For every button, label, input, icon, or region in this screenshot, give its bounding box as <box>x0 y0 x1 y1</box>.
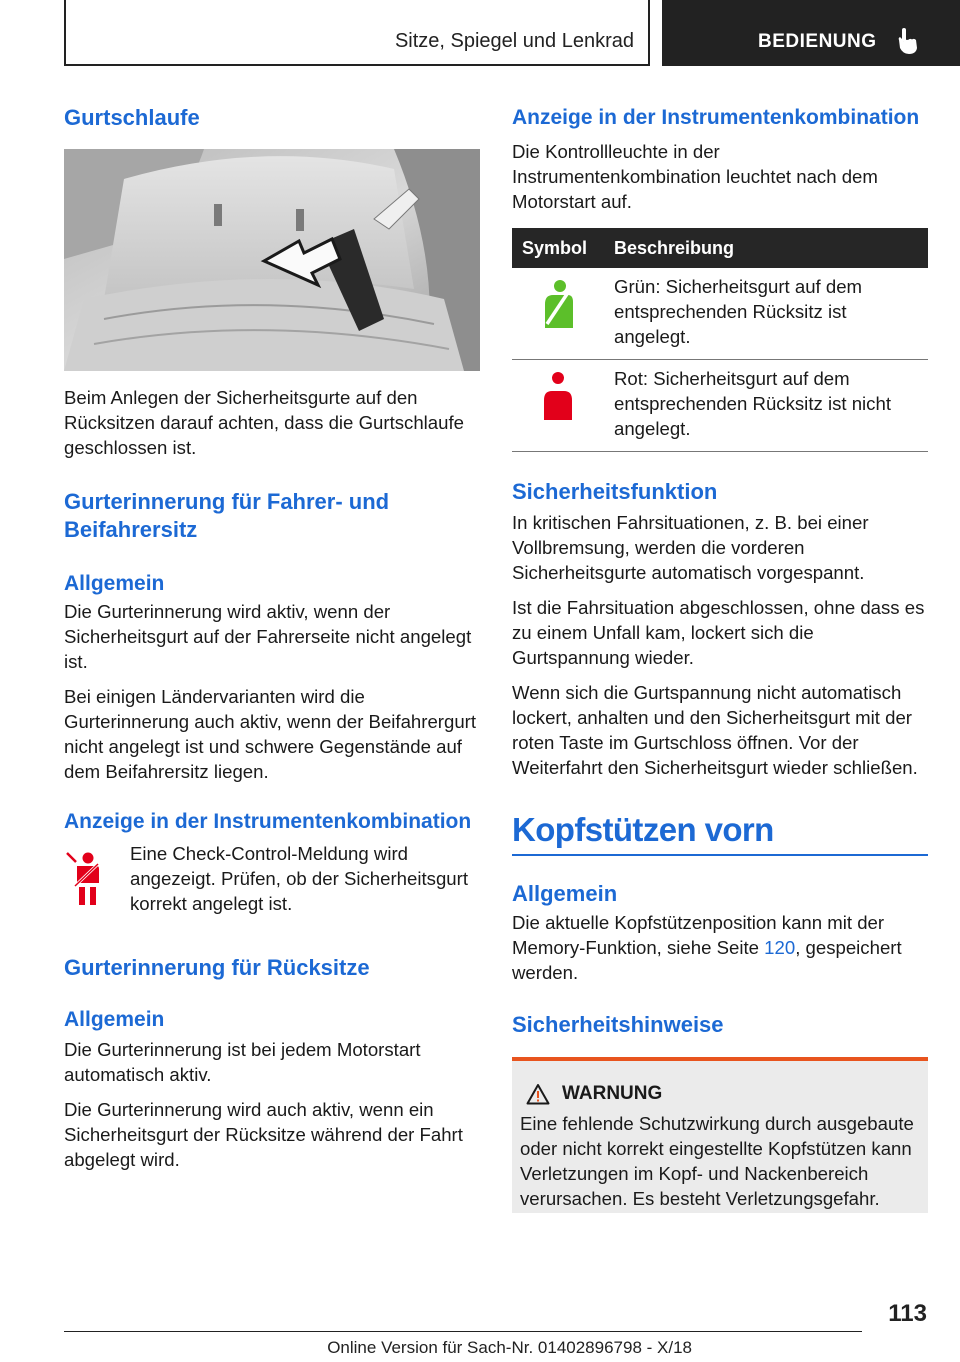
rear-general-p2: Die Gurterinnerung wird auch aktiv, wenn ein Sicherheitsgurt der Rücksitze während der Fahrt abgelegt wird. <box>64 1099 463 1170</box>
front-general-heading: Allgemein <box>64 572 165 595</box>
safety-hints-heading: Sicherheitshinweise <box>512 1012 724 1037</box>
col-description: Beschreibung <box>604 228 928 268</box>
gurtschlaufe-heading: Gurtschlaufe <box>64 105 200 130</box>
warning-box <box>512 1057 928 1213</box>
gurtschlaufe-text: Beim Anlegen der Sicherheitsgurte auf den Rücksitzen darauf achten, dass die Gurtschlaufe geschlossen ist. <box>64 387 464 458</box>
seatbelt-warning-red-icon <box>64 841 130 916</box>
symbol-table <box>512 228 928 452</box>
rear-display-text: Die Kontrollleuchte in der Instrumentenkombination leuchtet nach dem Motorstart auf. <box>512 141 878 212</box>
table-row <box>512 360 928 452</box>
footer-rule <box>64 1331 862 1332</box>
header-section-title: Sitze, Spiegel und Lenkrad <box>394 30 634 52</box>
seat-belt-loop-photo <box>64 149 480 371</box>
seatbelt-unfastened-red-icon <box>512 360 604 452</box>
safety-function-heading: Sicherheitsfunktion <box>512 479 718 504</box>
table-header-row <box>512 228 928 268</box>
seatbelt-fastened-green-icon <box>512 268 604 360</box>
rear-reminder-heading: Gurterinnerung für Rücksitze <box>64 955 370 980</box>
headrest-heading-rule <box>512 854 928 856</box>
col-symbol: Symbol <box>512 228 604 268</box>
rear-general-p1: Die Gurterinnerung ist bei jedem Motorstart automatisch aktiv. <box>64 1039 421 1085</box>
headrest-text-after: , gespeichert werden. <box>512 937 902 983</box>
front-general-p2: Bei einigen Ländervarianten wird die Gurterinnerung auch aktiv, wenn der Beifahrergurt nicht angelegt ist und schwere Gegenstände auf dem Beifahrersitz liegen. <box>64 686 477 782</box>
front-reminder-heading: Gurterinnerung für Fahrer- und Beifahrersitz <box>64 489 390 542</box>
rear-general-heading: Allgemein <box>64 1008 165 1031</box>
page-link-120[interactable]: 120 <box>764 937 796 958</box>
headrest-general-heading: Allgemein <box>512 881 618 906</box>
headrest-text-before: Die aktuelle Kopfstützenposition kann mit der Memory-Funktion, siehe Seite <box>512 912 885 958</box>
front-display-heading: Anzeige in der Instrumentenkombination <box>64 810 472 833</box>
front-general-p1: Die Gurterinnerung wird aktiv, wenn der Sicherheitsgurt auf der Fahrerseite nicht angelegt ist. <box>64 601 472 672</box>
front-display-text: Eine Check-Control-Meldung wird angezeigt. Prüfen, ob der Sicherheitsgurt korrekt angelegt ist. <box>130 843 468 914</box>
safety-p1: In kritischen Fahrsituationen, z. B. bei einer Vollbremsung, werden die vorderen Sicherheitsgurte automatisch vorgespannt. <box>512 512 869 583</box>
page-number: 113 <box>888 1300 927 1327</box>
left-column <box>64 98 480 1172</box>
warning-label: WARNUNG <box>562 1083 663 1104</box>
footer-online-version: Online Version für Sach-Nr. 01402896798 - X/18 <box>327 1338 692 1357</box>
header-right-border <box>648 0 650 66</box>
front-display-block <box>64 841 480 916</box>
headrest-general-text <box>512 910 928 985</box>
headrest-heading: Kopfstützen vorn <box>512 811 774 848</box>
warning-text: Eine fehlende Schutzwirkung durch ausgebaute oder nicht korrekt eingestellte Kopfstützen kann Verletzungen im Kopf- und Nackenbereich verursachen. Es besteht Verletzungsgefahr. <box>520 1113 914 1209</box>
table-row <box>512 268 928 360</box>
right-column <box>512 98 928 1213</box>
warning-title <box>520 1083 920 1105</box>
row-desc: Rot: Sicherheitsgurt auf dem entsprechenden Rücksitz ist nicht angelegt. <box>604 360 928 452</box>
row-desc: Grün: Sicherheitsgurt auf dem entsprechenden Rücksitz ist angelegt. <box>604 268 928 360</box>
rear-display-heading: Anzeige in der Instrumentenkombination <box>512 106 920 129</box>
chapter-tab[interactable] <box>662 0 960 66</box>
safety-p2: Ist die Fahrsituation abgeschlossen, ohne dass es zu einem Unfall kam, lockert sich die Gurtspannung wieder. <box>512 597 925 668</box>
warning-triangle-icon <box>526 1083 550 1105</box>
header-underline <box>64 64 650 66</box>
hand-pointer-icon <box>894 26 922 56</box>
header-left-border <box>64 0 66 66</box>
chapter-tab-label: BEDIENUNG <box>758 31 877 52</box>
safety-p3: Wenn sich die Gurtspannung nicht automatisch lockert, anhalten und den Sicherheitsgurt mit der roten Taste im Gurtschloss öffnen. Vor der Weiterfahrt den Sicherheitsgurt wieder schließen. <box>512 682 918 778</box>
